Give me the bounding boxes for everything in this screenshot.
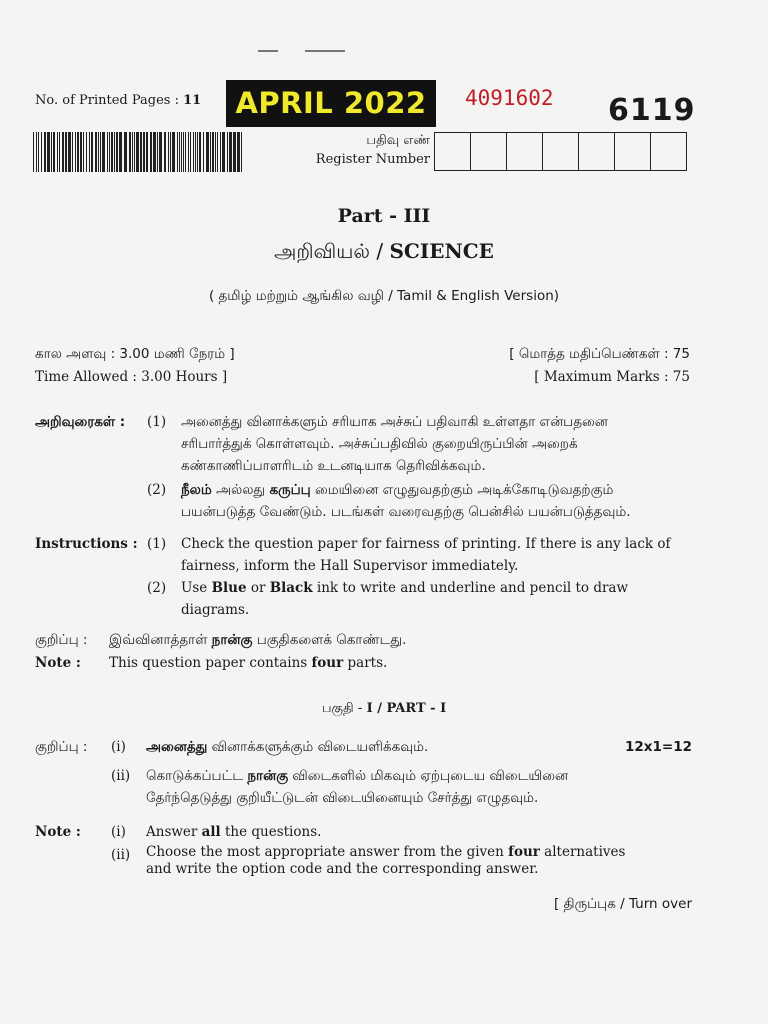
ink-black-ta: கருப்பு (269, 482, 311, 498)
instruction-ta-2-line1 (181, 479, 696, 501)
instruction-ta-1-line3: கண்காணிப்பாளரிடம் உடனடியாக தெரிவிக்கவும். (181, 458, 486, 474)
barcode-bar (65, 132, 67, 172)
part1-en-2-line1 (146, 844, 696, 861)
barcode-bar (212, 132, 214, 172)
note-ta-bold: நான்கு (211, 632, 253, 648)
part1-note-en-label: Note : (35, 824, 81, 840)
barcode-bar (129, 132, 131, 172)
part1-ta-2-pre: கொடுக்கப்பட்ட (146, 768, 248, 784)
ink-blue-ta: நீலம் (181, 482, 212, 498)
barcode-bar (206, 132, 209, 172)
barcode-bar (72, 132, 73, 172)
part1-en-2 (146, 844, 696, 878)
barcode-bar (170, 132, 171, 172)
ink-black-en: Black (269, 580, 313, 596)
barcode-bar (44, 132, 46, 172)
barcode-bar (241, 132, 242, 172)
part1-en-1-pre: Answer (146, 824, 202, 840)
or-ta: அல்லது (211, 482, 270, 498)
top-dash-1 (258, 50, 278, 52)
note-ta-text (109, 629, 406, 651)
barcode-bar (183, 132, 184, 172)
register-digit-box[interactable] (471, 133, 507, 170)
barcode-bar (89, 132, 90, 172)
part1-en-1 (146, 821, 321, 843)
subject-title (0, 239, 768, 266)
exam-month-banner: APRIL 2022 (226, 80, 436, 127)
barcode-bar (95, 132, 97, 172)
part1-heading-ta: பகுதி - (321, 701, 367, 716)
instruction-ta-2 (181, 479, 696, 523)
barcode-bar (77, 132, 79, 172)
barcode-bar (116, 132, 118, 172)
register-digit-box[interactable] (543, 133, 579, 170)
ink-blue-en: Blue (211, 580, 247, 596)
note-ta-pre: இவ்வினாத்தாள் (109, 632, 212, 648)
barcode-bar (193, 132, 194, 172)
barcode-bar (164, 132, 166, 172)
barcode-bar (62, 132, 64, 172)
barcode-bar (53, 132, 55, 172)
version-line: ( தமிழ் மற்றும் ஆங்கில வழி / Tamil & English Version) (208, 288, 560, 304)
barcode-bar (199, 132, 201, 172)
instruction-ta-2-rest: மையினை எழுதுவதற்கும் அடிக்கோடிடுவதற்கும் (310, 482, 614, 498)
part1-ta-1-bold: அனைத்து (146, 739, 208, 755)
turn-over (554, 893, 692, 915)
part1-en-1-post: the questions. (220, 824, 322, 840)
barcode-bar (51, 132, 52, 172)
barcode-bar (41, 132, 42, 172)
barcode-bar (33, 132, 34, 172)
part1-ta-2-bold: நான்கு (247, 768, 289, 784)
max-marks-ta: [ மொத்த மதிப்பெண்கள் : 75 (509, 346, 690, 362)
barcode-bar (124, 132, 127, 172)
barcode-bar (134, 132, 135, 172)
part1-en-2-line2: and write the option code and the corresponding answer. (146, 861, 539, 877)
max-marks-en: [ Maximum Marks : 75 (534, 369, 690, 385)
part1-ta-1-num: (i) (111, 739, 126, 755)
printed-pages (35, 93, 201, 108)
barcode-bar (86, 132, 87, 172)
part1-en-2-num: (ii) (111, 847, 131, 863)
top-dash-2 (305, 50, 345, 52)
barcode-bar (197, 132, 198, 172)
instruction-en-2-rest: ink to write and underline and pencil to draw (312, 580, 629, 596)
barcode-bar (47, 132, 50, 172)
barcode-bar (153, 132, 156, 172)
register-digit-box[interactable] (579, 133, 615, 170)
turn-over-text: [ திருப்புக / Turn over (553, 896, 692, 912)
instruction-ta-2-line2: பயன்படுத்த வேண்டும். படங்கள் வரைவதற்கு பென்சில் பயன்படுத்தவும். (181, 504, 631, 520)
instruction-en-1-line2: fairness, inform the Hall Supervisor immediately. (181, 558, 519, 574)
barcode-bar (185, 132, 186, 172)
barcode-bar (195, 132, 196, 172)
barcode-icon (33, 132, 245, 172)
barcode-bar (190, 132, 191, 172)
printed-pages-label: No. of Printed Pages : (35, 93, 179, 108)
instruction-ta-1-line1: அனைத்து வினாக்களும் சரியாக அச்சுப் பதிவாகி உள்ளதா என்பதனை (181, 414, 608, 430)
barcode-bar (36, 132, 37, 172)
barcode-bar (157, 132, 158, 172)
barcode-bar (107, 132, 108, 172)
printed-pages-value: 11 (183, 93, 202, 108)
instruction-ta-1 (181, 411, 691, 477)
register-digit-box[interactable] (615, 133, 651, 170)
barcode-bar (68, 132, 71, 172)
register-label-ta: பதிவு எண் (366, 133, 430, 148)
barcode-bar (146, 132, 148, 172)
register-label-en: Register Number (315, 152, 430, 167)
note-en-pre: This question paper contains (109, 655, 312, 671)
register-number-boxes[interactable] (434, 132, 687, 171)
register-digit-box[interactable] (507, 133, 543, 170)
instructions-en-label: Instructions : (35, 536, 138, 552)
barcode-bar (102, 132, 105, 172)
part1-note-ta-label: குறிப்பு : (35, 739, 88, 755)
barcode-bar (91, 132, 93, 172)
barcode-bar (181, 132, 182, 172)
barcode-bar (83, 132, 84, 172)
part-title: Part - III (337, 205, 431, 227)
part1-ta-1-text: வினாக்களுக்கும் விடையளிக்கவும். (207, 739, 429, 755)
part1-en-2-post: alternatives (539, 844, 626, 860)
barcode-bar (229, 132, 232, 172)
barcode-bar (140, 132, 142, 172)
instruction-en-2-num: (2) (147, 580, 167, 596)
part1-heading-en: I / PART - I (366, 701, 447, 716)
barcode-bar (203, 132, 204, 172)
note-en-label: Note : (35, 655, 81, 671)
barcode-bar (150, 132, 152, 172)
part1-en-2-bold: four (508, 844, 540, 860)
paper-code: 6119 (608, 93, 696, 128)
or-en: or (246, 580, 270, 596)
part1-ta-1 (146, 736, 428, 758)
barcode-bar (220, 132, 221, 172)
note-en-post: parts. (343, 655, 388, 671)
barcode-bar (217, 132, 218, 172)
part1-heading (0, 698, 768, 720)
instruction-en-2 (181, 577, 701, 621)
barcode-bar (109, 132, 110, 172)
barcode-bar (159, 132, 162, 172)
note-ta-post: பகுதிகளைக் கொண்டது. (252, 632, 407, 648)
barcode-bar (177, 132, 178, 172)
barcode-bar (143, 132, 145, 172)
instruction-en-1-line1: Check the question paper for fairness of printing. If there is any lack of (181, 536, 671, 552)
part1-ta-2-num: (ii) (111, 768, 131, 784)
subject-ta: அறிவியல் / (274, 239, 390, 263)
part1-ta-2 (146, 765, 696, 809)
note-ta-label: குறிப்பு : (35, 632, 88, 648)
barcode-bar (188, 132, 189, 172)
part1-ta-2-line2: தேர்ந்தெடுத்து குறியீட்டுடன் விடையினையும் சேர்த்து எழுதவும். (146, 790, 539, 806)
barcode-bar (222, 132, 225, 172)
barcode-bar (227, 132, 228, 172)
subject-en: SCIENCE (389, 239, 494, 263)
barcode-bar (80, 132, 82, 172)
register-digit-box[interactable] (651, 133, 686, 170)
register-digit-box[interactable] (435, 133, 471, 170)
barcode-bar (59, 132, 60, 172)
note-en-text (109, 652, 387, 674)
instruction-ta-1-line2: சரிபார்த்துக் கொள்ளவும். அச்சுப்பதிவில் குறையிருப்பின் அறைக் (181, 436, 578, 452)
use-text: Use (181, 580, 212, 596)
time-allowed-en: Time Allowed : 3.00 Hours ] (35, 369, 228, 385)
barcode-bar (215, 132, 216, 172)
part1-ta-2-line1 (146, 765, 696, 787)
instruction-en-1 (181, 533, 701, 577)
barcode-bar (119, 132, 122, 172)
barcode-bar (111, 132, 113, 172)
instruction-en-2-line1 (181, 577, 701, 599)
note-en-bold: four (311, 655, 344, 671)
barcode-bar (75, 132, 76, 172)
part1-en-1-bold: all (201, 824, 221, 840)
barcode-bar (210, 132, 211, 172)
barcode-bar (132, 132, 133, 172)
barcode-bar (38, 132, 39, 172)
part1-ta-2-post: விடைகளில் மிகவும் ஏற்புடைய விடையினை (288, 768, 569, 784)
serial-number: 4091602 (465, 86, 554, 110)
barcode-bar (237, 132, 240, 172)
time-allowed-ta: கால அளவு : 3.00 மணி நேரம் ] (35, 346, 235, 362)
barcode-bar (98, 132, 99, 172)
barcode-bar (233, 132, 236, 172)
instruction-ta-2-num: (2) (147, 482, 167, 498)
instructions-ta-label: அறிவுரைகள் : (35, 414, 126, 430)
barcode-bar (100, 132, 101, 172)
barcode-bar (172, 132, 175, 172)
part1-en-1-num: (i) (111, 824, 126, 840)
barcode-bar (114, 132, 115, 172)
instruction-ta-1-num: (1) (147, 414, 167, 430)
barcode-bar (136, 132, 139, 172)
part1-marks: 12x1=12 (625, 739, 692, 755)
barcode-bar (179, 132, 180, 172)
barcode-bar (57, 132, 58, 172)
barcode-bar (168, 132, 169, 172)
part1-en-2-pre: Choose the most appropriate answer from the given (146, 844, 509, 860)
instruction-en-2-line2: diagrams. (181, 602, 250, 618)
instruction-en-1-num: (1) (147, 536, 167, 552)
